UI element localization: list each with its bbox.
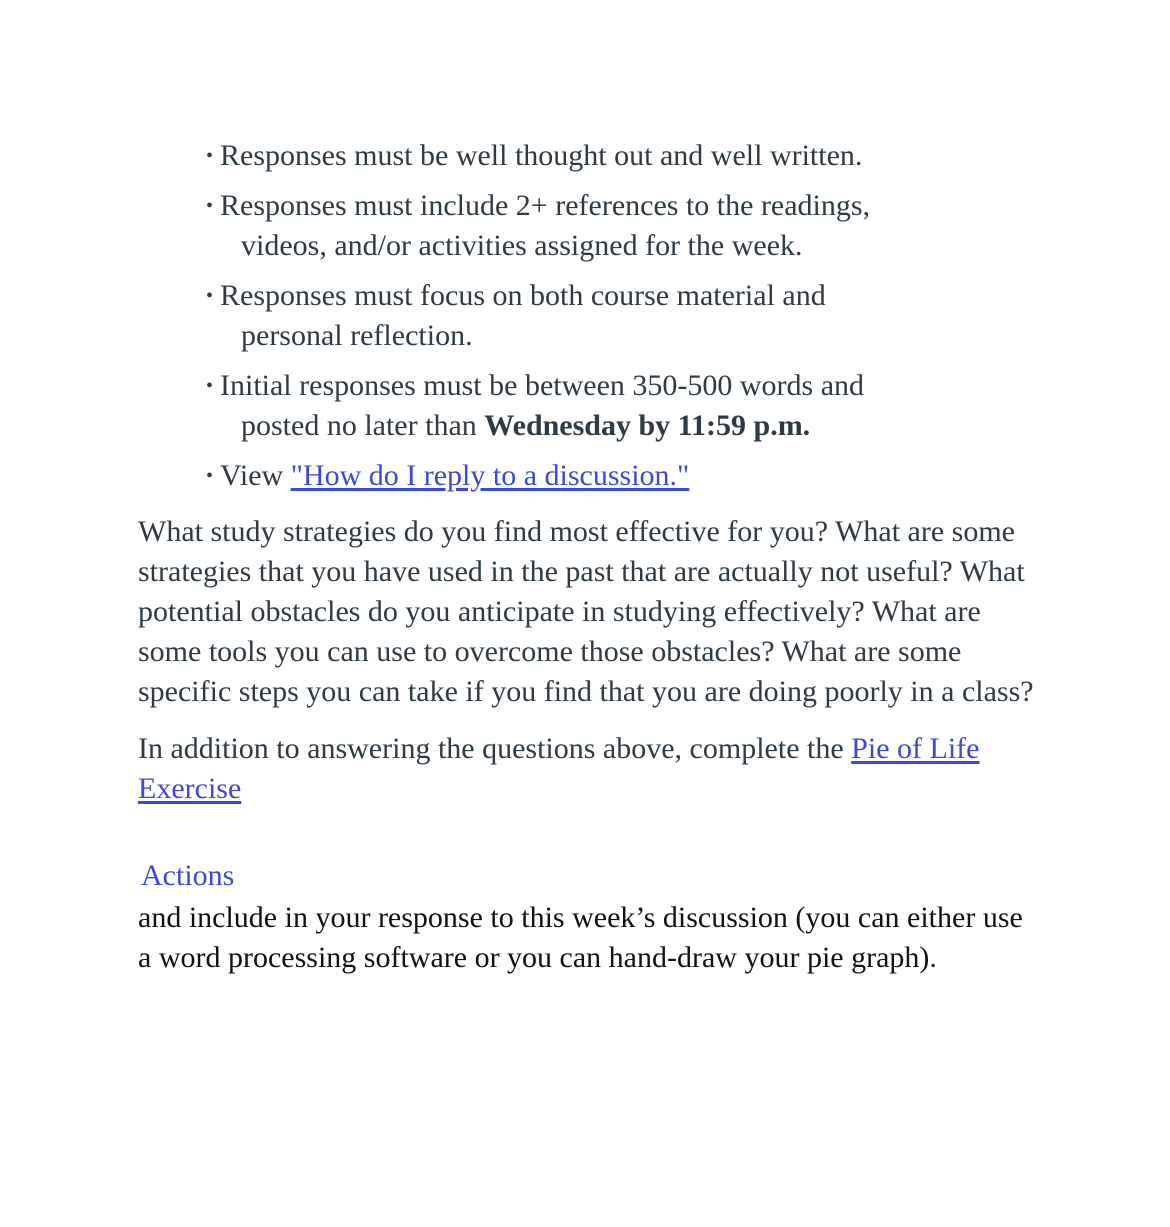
- list-item: [206, 136, 1006, 176]
- requirement-text: Responses must be well thought out and well written.: [220, 139, 863, 172]
- requirements-list: [206, 136, 1006, 496]
- discussion-questions: What study strategies do you find most effective for you? What are some strategies that you have used in the past that are actually not useful? What potential obstacles do you anticipate in studying effectively? What are some tools you can use to overcome those obstacles? What are some specific steps you can take if you find that you are doing poorly in a class?: [138, 515, 1034, 708]
- requirement-text: Initial responses must be between 350-500 words and: [220, 369, 865, 402]
- include-instructions: and include in your response to this week’s discussion (you can either use a word processing software or you can hand-draw your pie graph).: [138, 901, 1023, 974]
- bullet-icon: •: [206, 195, 214, 217]
- requirement-text: Responses must include 2+ references to the readings,: [220, 189, 871, 222]
- list-item: [206, 276, 1006, 356]
- bullet-icon: •: [206, 145, 214, 167]
- bullet-icon: •: [206, 285, 214, 307]
- discussion-content: [138, 136, 1038, 978]
- pie-of-life-link[interactable]: Pie of Life Exercise: [138, 732, 980, 805]
- requirement-text: Responses must focus on both course material and: [220, 279, 826, 312]
- requirement-text-continued: personal reflection.: [241, 319, 473, 352]
- list-item: [206, 456, 1006, 496]
- deadline-prefix: posted no later than: [241, 409, 485, 442]
- how-to-reply-link[interactable]: "How do I reply to a discussion.": [290, 459, 690, 492]
- list-item: [206, 366, 1006, 446]
- requirement-text-continued: [220, 406, 1006, 446]
- bullet-icon: •: [206, 465, 214, 487]
- actions-button[interactable]: Actions: [141, 859, 235, 892]
- addition-prefix: In addition to answering the questions above, complete the: [138, 732, 852, 765]
- requirement-text-continued: videos, and/or activities assigned for the week.: [241, 229, 803, 262]
- view-prefix: View: [220, 459, 291, 492]
- bullet-icon: •: [206, 375, 214, 397]
- addition-paragraph: [138, 729, 1018, 809]
- list-item: [206, 186, 1006, 266]
- deadline-bold: Wednesday by 11:59 p.m.: [484, 409, 811, 442]
